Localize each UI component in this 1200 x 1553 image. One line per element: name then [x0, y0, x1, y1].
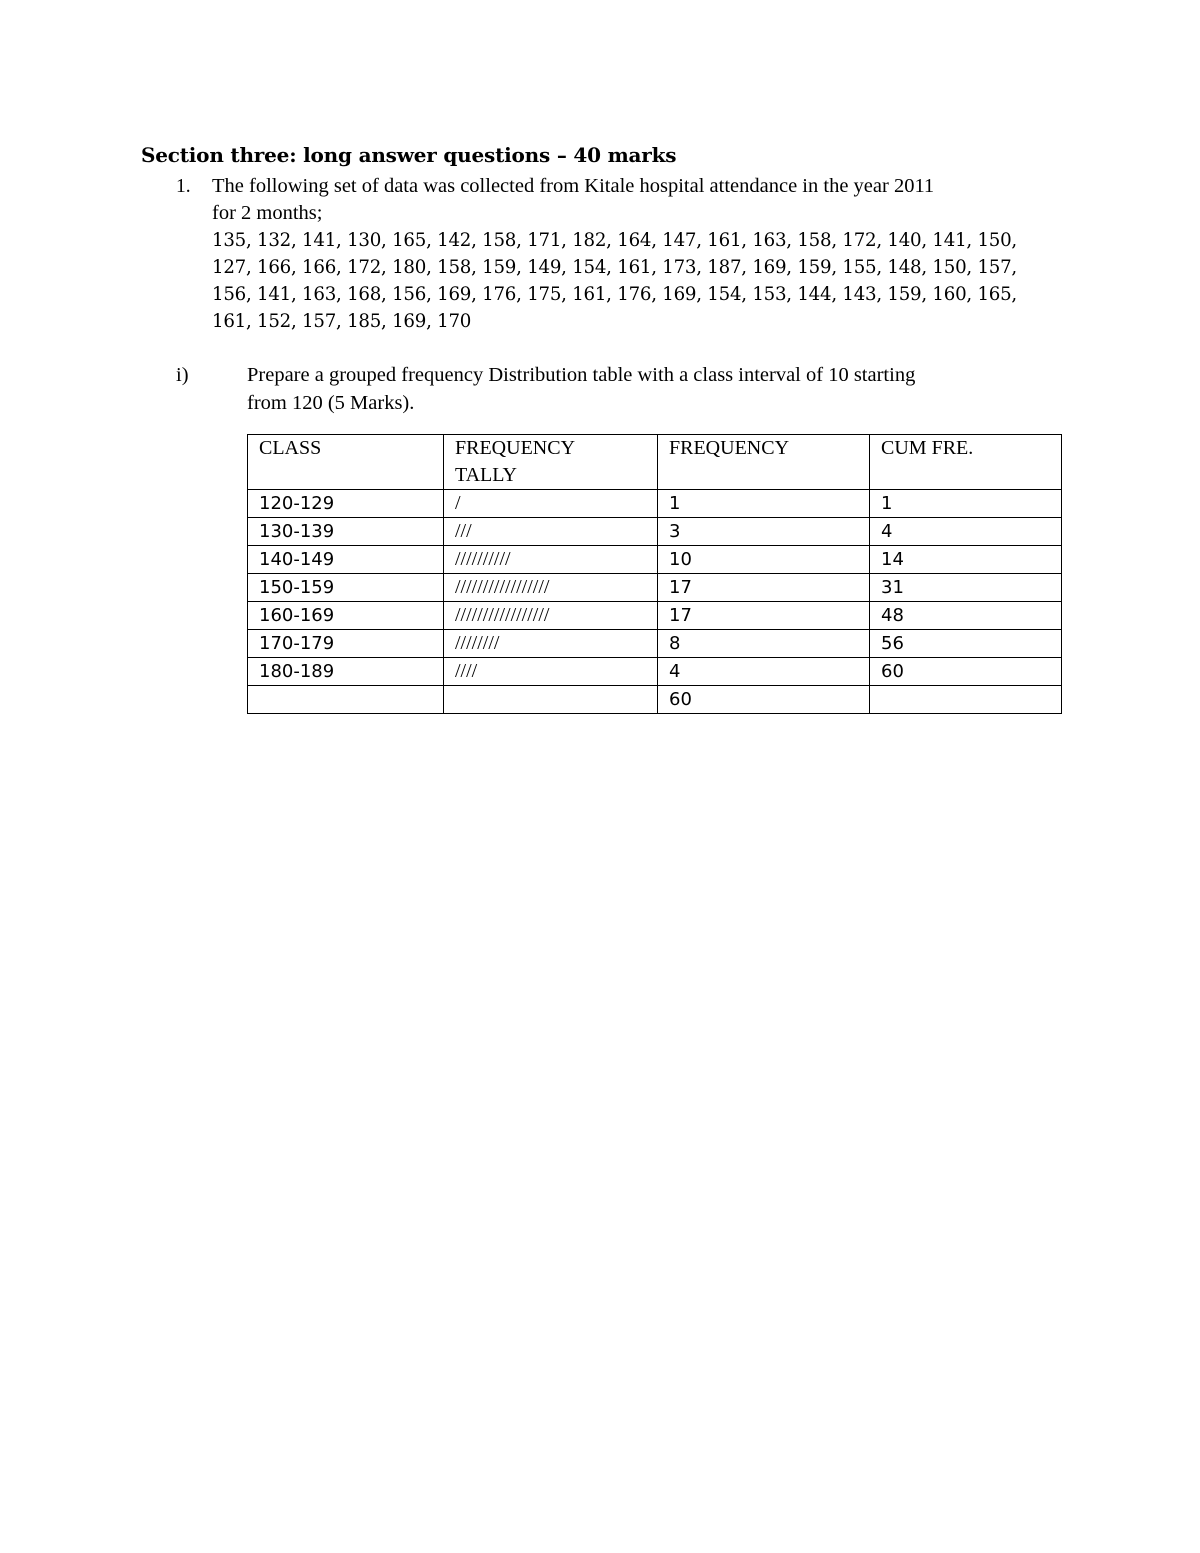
section-heading: Section three: long answer questions – 40 marks	[141, 143, 677, 167]
header-tally-line2: TALLY	[455, 464, 517, 486]
cell-tally: ////////	[444, 630, 658, 658]
table-row	[248, 546, 1062, 574]
cell-tally: ///	[444, 518, 658, 546]
total-tally	[444, 686, 658, 714]
cell-frequency: 17	[658, 602, 870, 630]
question-text-line1: The following set of data was collected from Kitale hospital attendance in the year 2011	[212, 175, 935, 197]
cell-tally: /////////////////	[444, 574, 658, 602]
cell-cum: 48	[870, 602, 1062, 630]
header-tally	[444, 435, 658, 490]
cell-frequency: 1	[658, 490, 870, 518]
cell-tally: /	[444, 490, 658, 518]
data-line-2: 127, 166, 166, 172, 180, 158, 159, 149, 154, 161, 173, 187, 169, 159, 155, 148, 150, 157,	[212, 257, 1017, 278]
cell-frequency: 10	[658, 546, 870, 574]
subquestion-text	[247, 361, 1047, 417]
cell-frequency: 8	[658, 630, 870, 658]
cell-class: 140-149	[248, 546, 444, 574]
header-frequency: FREQUENCY	[658, 435, 870, 490]
total-frequency: 60	[658, 686, 870, 714]
cell-class: 170-179	[248, 630, 444, 658]
cell-class: 120-129	[248, 490, 444, 518]
cell-tally: ////	[444, 658, 658, 686]
cell-frequency: 17	[658, 574, 870, 602]
table-row	[248, 602, 1062, 630]
question-text-line2: for 2 months;	[212, 202, 323, 224]
subquestion-text-line1: Prepare a grouped frequency Distribution table with a class interval of 10 starting	[247, 364, 916, 386]
subquestion-text-line2: from 120 (5 Marks).	[247, 392, 415, 414]
cell-cum: 1	[870, 490, 1062, 518]
cell-tally: //////////	[444, 546, 658, 574]
data-line-1: 135, 132, 141, 130, 165, 142, 158, 171, 182, 164, 147, 161, 163, 158, 172, 140, 141, 150,	[212, 230, 1017, 251]
total-class	[248, 686, 444, 714]
table-header-row	[248, 435, 1062, 490]
cell-class: 180-189	[248, 658, 444, 686]
table-row	[248, 630, 1062, 658]
cell-tally: /////////////////	[444, 602, 658, 630]
data-line-3: 156, 141, 163, 168, 156, 169, 176, 175, 161, 176, 169, 154, 153, 144, 143, 159, 160, 165,	[212, 284, 1017, 305]
subquestion-label: i)	[176, 364, 189, 386]
cell-cum: 31	[870, 574, 1062, 602]
cell-class: 160-169	[248, 602, 444, 630]
cell-cum: 14	[870, 546, 1062, 574]
data-line-4: 161, 152, 157, 185, 169, 170	[212, 311, 472, 332]
table-row	[248, 574, 1062, 602]
table-row	[248, 658, 1062, 686]
cell-cum: 60	[870, 658, 1062, 686]
cell-cum: 4	[870, 518, 1062, 546]
table-row	[248, 490, 1062, 518]
question-number: 1.	[176, 176, 191, 197]
total-row	[248, 686, 1062, 714]
cell-frequency: 3	[658, 518, 870, 546]
table-row	[248, 518, 1062, 546]
frequency-table	[247, 434, 1062, 714]
cell-frequency: 4	[658, 658, 870, 686]
header-cum: CUM FRE.	[870, 435, 1062, 490]
question-body	[212, 173, 1072, 335]
header-class: CLASS	[248, 435, 444, 490]
cell-class: 150-159	[248, 574, 444, 602]
cell-class: 130-139	[248, 518, 444, 546]
total-cum	[870, 686, 1062, 714]
cell-cum: 56	[870, 630, 1062, 658]
header-tally-line1: FREQUENCY	[455, 437, 576, 459]
